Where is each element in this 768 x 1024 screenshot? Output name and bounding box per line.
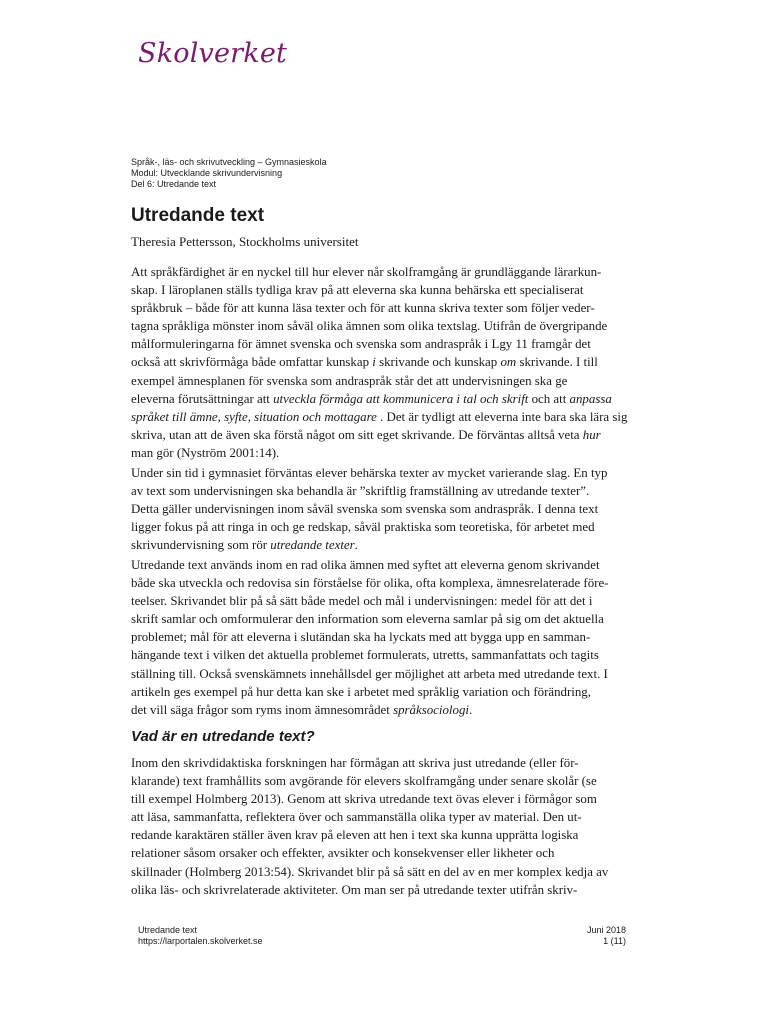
text-line: relationer såsom orsaker och effekter, avsikter och konsekvenser eller likheter och bbox=[131, 846, 555, 861]
text-line: till exempel Holmberg 2013). Genom att skriva utredande text övas elever i förmågor som bbox=[131, 792, 597, 807]
text-line bbox=[131, 408, 651, 426]
italic-run: om bbox=[500, 355, 517, 370]
footer-doc-title: Utredande text bbox=[138, 925, 198, 935]
text-line: språkbruk – både för att kunna läsa texter och för att kunna skriva texter som följer veder- bbox=[131, 301, 595, 316]
text-run: skrivande och kunskap bbox=[375, 355, 501, 370]
text-line: Inom den skrivdidaktiska forskningen har förmågan att skriva just utredande (eller för- bbox=[131, 756, 579, 770]
text-line: målformuleringarna för ämnet svenska och svenska som andraspråk i Lgy 11 framgår det bbox=[131, 337, 591, 352]
text-run: och att bbox=[528, 391, 570, 406]
skolverket-logo: Skolverket bbox=[138, 38, 288, 69]
italic-run: i bbox=[372, 355, 376, 370]
italic-run: anpassa bbox=[569, 391, 612, 406]
text-line bbox=[131, 701, 651, 719]
text-line: man gör (Nyström 2001:14). bbox=[131, 445, 280, 460]
text-line: teelser. Skrivandet blir på så sätt både medel och mål i undervisningen: medel för att det i bbox=[131, 594, 593, 609]
text-line: både ska utveckla och redovisa sin förståelse för olika, ofta komplexa, ämnesrelaterade före- bbox=[131, 576, 609, 591]
italic-run: språksociologi bbox=[393, 702, 469, 717]
italic-run: språket till ämne, syfte, situation och mottagare bbox=[131, 409, 377, 424]
text-line: skrift samlar och omformulerar den information som eleverna samlar på sig om det aktuella bbox=[131, 612, 604, 627]
text-line: problemet; mål för att eleverna i slutändan ska ha lyckats med att bygga upp en samman- bbox=[131, 630, 591, 645]
section-heading: Vad är en utredande text? bbox=[131, 728, 315, 745]
text-line: Detta gäller undervisningen inom såväl svenska som svenska som andraspråk. I denna text bbox=[131, 502, 599, 517]
text-line: redande karaktären ställer även krav på eleven att hen i text ska kunna upprätta logiska bbox=[131, 828, 579, 843]
text-line: Under sin tid i gymnasiet förväntas elever behärska texter av mycket varierande slag. En typ bbox=[131, 466, 608, 480]
text-line: att läsa, sammanfatta, reflektera över och sammanställa olika typer av material. Den ut- bbox=[131, 810, 582, 825]
text-line: av text som undervisningen ska behandla är ”skriftlig framställning av utredande texter”. bbox=[131, 484, 590, 499]
header-series: Språk-, läs- och skrivutveckling – Gymnasieskola bbox=[131, 157, 327, 167]
text-run: . Det är tydligt att eleverna inte bara ska lära sig bbox=[376, 409, 628, 424]
footer-url[interactable]: https://larportalen.skolverket.se bbox=[138, 936, 263, 946]
text-line: ställning till. Också svenskämnets innehållsdel ger möjlighet att arbeta med utredande text. I bbox=[131, 666, 608, 681]
text-line: skap. I läroplanen ställs tydliga krav på att eleverna ska kunna behärska ett specialiserat bbox=[131, 283, 584, 298]
text-line: Att språkfärdighet är en nyckel till hur elever når skolframgång är grundläggande lärarkun- bbox=[131, 265, 602, 279]
page-title: Utredande text bbox=[131, 205, 265, 226]
text-run: . bbox=[468, 702, 473, 717]
paragraph-2 bbox=[131, 464, 651, 554]
text-run: . bbox=[354, 538, 358, 553]
paragraph-4 bbox=[131, 754, 651, 899]
italic-run: utveckla förmåga att kommunicera i tal och skrift bbox=[273, 391, 529, 406]
author-line: Theresia Pettersson, Stockholms universitet bbox=[131, 234, 359, 249]
italic-run: utredande texter bbox=[270, 538, 355, 553]
text-line: Utredande text används inom en rad olika ämnen med syftet att eleverna genom skrivandet bbox=[131, 558, 600, 572]
text-line: exempel ämnesplanen för svenska som andraspråk står det att undervisningen ska ge bbox=[131, 373, 568, 388]
text-line bbox=[131, 426, 651, 444]
text-run: också att skrivförmåga både omfattar kunskap bbox=[131, 355, 373, 370]
text-run: det vill säga frågor som ryms inom ämnesområdet bbox=[131, 702, 394, 717]
text-line: olika läs- och skrivrelaterade aktiviteter. Om man ser på utredande texter utifrån skriv- bbox=[131, 882, 578, 897]
text-line: hängande text i vilken det aktuella problemet formulerats, utretts, sammanfattats och tagits bbox=[131, 648, 599, 663]
text-line bbox=[131, 390, 651, 408]
footer-page-number: 1 (11) bbox=[603, 936, 626, 946]
footer-right bbox=[560, 925, 626, 947]
text-run: skriva, utan att de även ska förstå något om sitt eget skrivande. De förväntas alltså veta bbox=[131, 427, 583, 442]
text-line bbox=[131, 353, 651, 371]
footer-left bbox=[138, 925, 263, 947]
header-part: Del 6: Utredande text bbox=[131, 179, 217, 189]
document-header bbox=[131, 157, 327, 190]
paragraph-3 bbox=[131, 556, 651, 719]
text-line bbox=[131, 536, 651, 554]
text-line: skillnader (Holmberg 2013:54). Skrivandet blir på så sätt en del av en mer komplex kedja av bbox=[131, 864, 609, 879]
text-run: skrivande. I till bbox=[516, 355, 598, 370]
text-line: tagna språkliga mönster inom såväl olika ämnen som olika textslag. Utifrån de övergripande bbox=[131, 319, 608, 334]
text-run: eleverna förutsättningar att bbox=[131, 391, 274, 406]
text-line: ligger fokus på att ringa in och ge redskap, såväl praktiska som teoretiska, för arbetet med bbox=[131, 520, 595, 535]
header-module: Modul: Utvecklande skrivundervisning bbox=[131, 168, 283, 178]
text-line: artikeln ges exempel på hur detta kan ske i arbetet med språklig variation och förändring, bbox=[131, 684, 591, 699]
text-run: skrivundervisning som rör bbox=[131, 538, 271, 553]
text-line: klarande) text framhållits som avgörande för elevers skolframgång under senare skolår (se bbox=[131, 774, 597, 789]
paragraph-1 bbox=[131, 263, 651, 462]
italic-run: hur bbox=[582, 427, 601, 442]
footer-date: Juni 2018 bbox=[586, 925, 626, 935]
